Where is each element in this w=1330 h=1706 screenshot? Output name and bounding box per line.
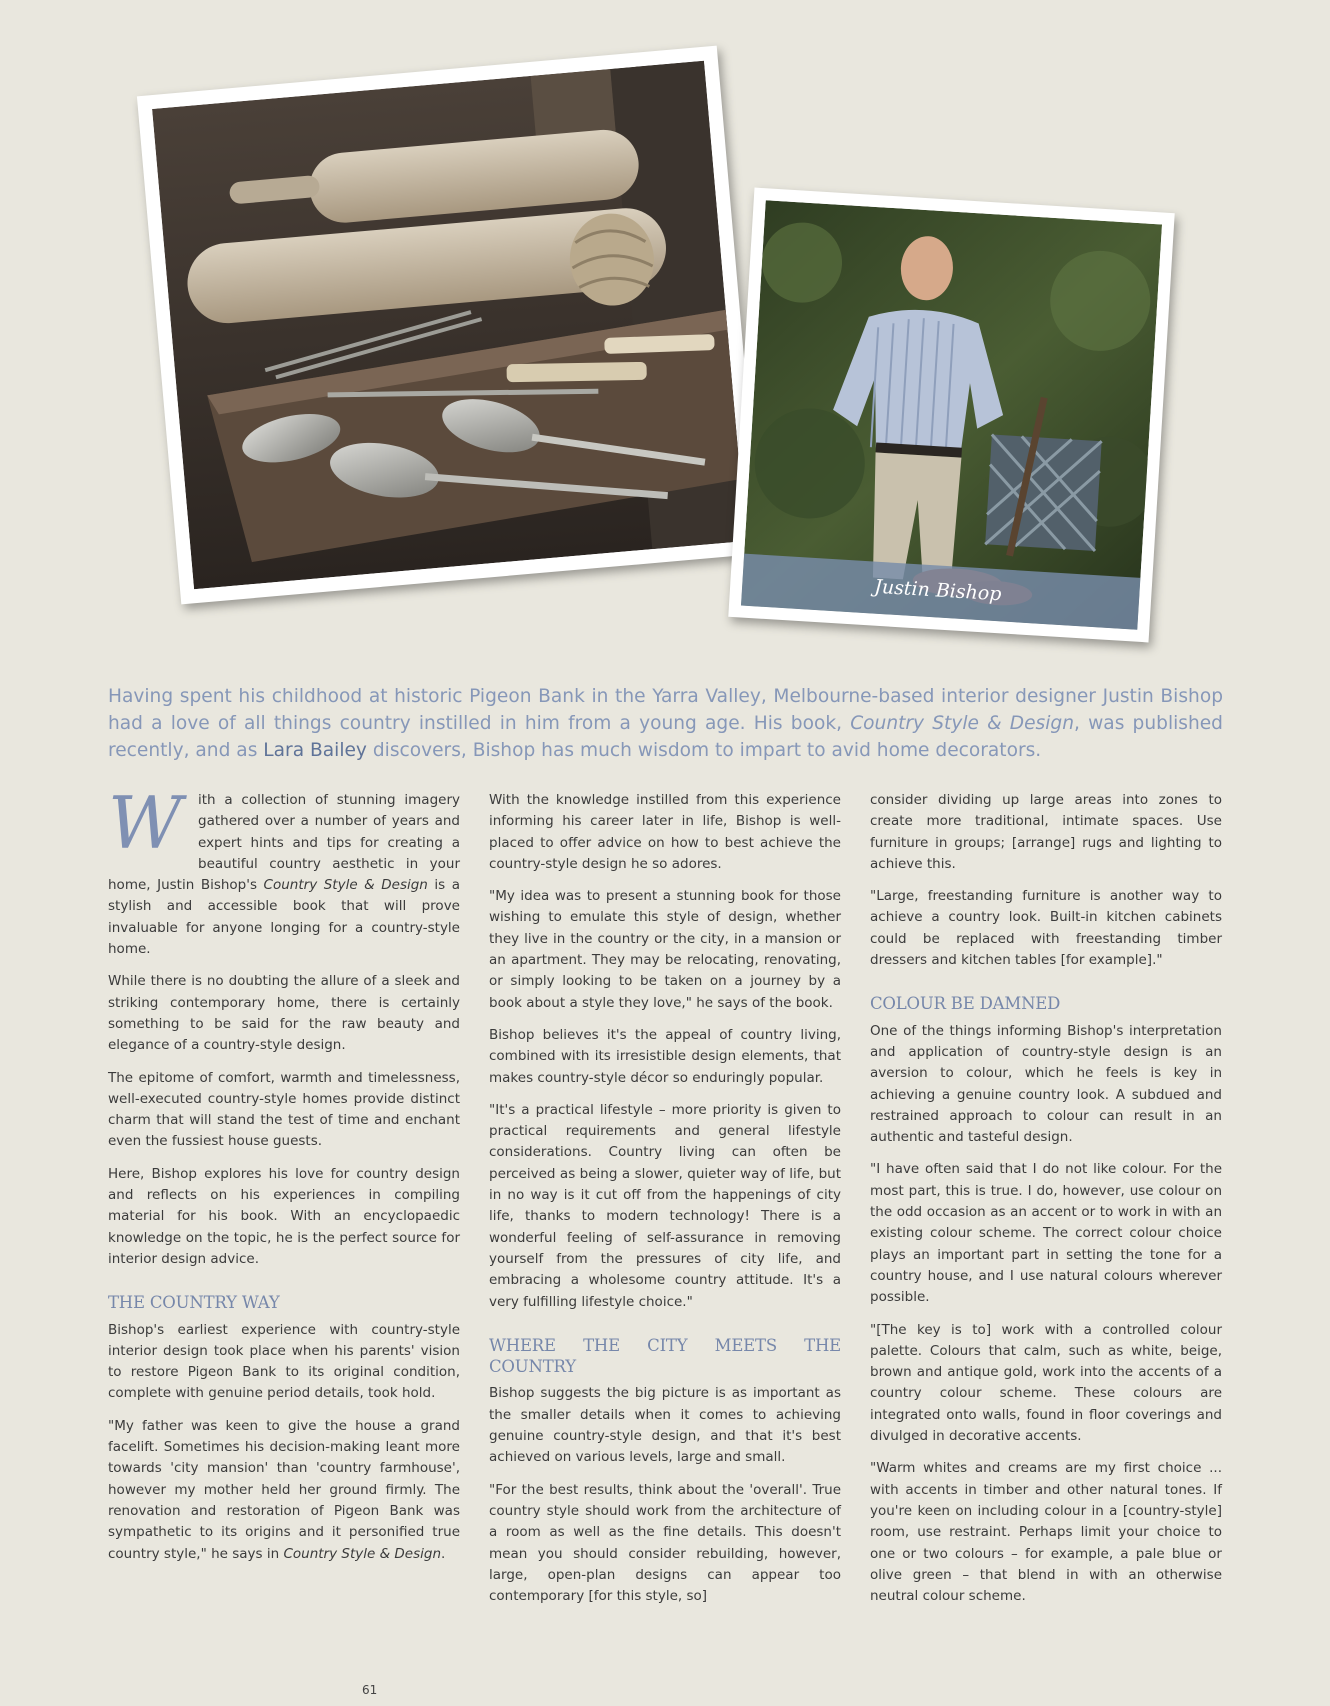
section-heading-colour: COLOUR BE DAMNED <box>870 994 1061 1014</box>
paragraph-text: is a stylish and accessible book that will prove invaluable for anyone longing for a country-style home. <box>108 877 460 958</box>
paragraph: With the knowledge instilled from this experience informing his career later in life, Bishop is well-placed to offer advice on how to best achieve the country-style design he so adores. <box>489 792 841 872</box>
dropcap-letter: W <box>108 788 183 858</box>
book-title: Country Style & Design <box>283 1545 442 1562</box>
paragraph-text: ith a collection of stunning imagery gathered over a number of years and expert hints and tips for creating a beautiful country aesthetic in your home, Justin Bishop's <box>108 792 460 894</box>
paragraph: "Warm whites and creams are my first choice ... with accents in timber and other natural tones. If you're keen on including colour in a [country-style] room, use restraint. Perhaps limit your choice to one or two colours – for example, a pale blue or olive green – that blend in with an otherwise neutral colour scheme. <box>870 1460 1222 1605</box>
paragraph: consider dividing up large areas into zones to create more traditional, intimate spaces. Use furniture in groups; [arrange] rugs and lighting to achieve this. <box>870 792 1222 872</box>
paragraph: While there is no doubting the allure of a sleek and striking contemporary home, there is certainly something to be said for the raw beauty and elegance of a country-style design. <box>108 973 460 1054</box>
paragraph: "[The key is to] work with a controlled colour palette. Colours that calm, such as white, beige, brown and antique gold, work into the accents of a country colour scheme. These colours are integrated onto walls, found in floor coverings and divulged in decorative accents. <box>870 1321 1222 1445</box>
dropcap-w-icon <box>106 788 194 858</box>
portrait-photo <box>728 188 1174 643</box>
paragraph: Here, Bishop explores his love for country design and reflects on his experiences in compiling material for his book. With an encyclopaedic knowledge on the topic, he is the perfect source for interior design advice. <box>108 1165 460 1267</box>
paragraph: "My idea was to present a stunning book for those wishing to emulate this style of design, whether they live in the country or the city, in a mansion or an apartment. They may be relocating, renovating, or simply looking to be taken on a journey by a book about a style they love," he says of the book. <box>489 888 841 1011</box>
paragraph: The epitome of comfort, warmth and timelessness, well-executed country-style homes provide distinct charm that will stand the test of time and enchant even the fussiest house guests. <box>108 1069 460 1150</box>
paragraph: One of the things informing Bishop's interpretation and application of country-style design is an aversion to colour, which he feels is key in achieving a genuine country look. A subdued and restrained approach to colour can result in an authentic and tasteful design. <box>870 1022 1222 1146</box>
photo-caption: Justin Bishop <box>741 554 1140 630</box>
section-heading-country-way: THE COUNTRY WAY <box>108 1293 280 1313</box>
paragraph-text: "My father was keen to give the house a grand facelift. Sometimes his decision-making leant more towards 'city mansion' than 'country farmhouse', however my mother held her ground firmly. The renovation and restoration of Pigeon Bank was sympathetic to its origins and it personified true country style," he says in <box>108 1417 460 1562</box>
article-column-1 <box>108 790 460 1576</box>
paragraph <box>108 1416 460 1565</box>
author-name: Lara Bailey <box>263 740 367 761</box>
paragraph: "For the best results, think about the 'overall'. True country style should work from the architecture of a room as well as the fine details. This doesn't mean you should consider rebuilding, however, large, open-plan designs can appear too contemporary [for this style, so] <box>489 1481 841 1605</box>
article-column-3 <box>870 790 1222 1618</box>
paragraph: "Large, freestanding furniture is another way to achieve a country look. Built-in kitchen cabinets could be replaced with freestanding timber dressers and kitchen tables [for example]." <box>870 888 1222 969</box>
standfirst-book-title: Country Style & Design <box>850 713 1074 734</box>
paragraph <box>108 790 460 960</box>
paragraph: Bishop's earliest experience with country-style interior design took place when his parents' vision to restore Pigeon Bank to its original condition, complete with genuine period details, took hold. <box>108 1321 460 1402</box>
utensils-photo-icon <box>152 61 746 589</box>
paragraph: "I have often said that I do not like colour. For the most part, this is true. I do, however, use colour on the odd occasion as an accent or to work in with an existing colour scheme. The correct colour choice plays an important part in setting the tone for a country house, and I use natural colours wherever possible. <box>870 1161 1222 1306</box>
standfirst <box>108 683 1223 764</box>
paragraph: Bishop suggests the big picture is as important as the smaller details when it comes to achieving genuine country-style design, and that it's best achieved on various levels, large and small. <box>489 1385 841 1466</box>
paragraph: "It's a practical lifestyle – more priority is given to practical requirements and general lifestyle considerations. Country living can often be perceived as being a slower, quieter way of life, but in no way is it cut off from the happenings of city life, thanks to modern technology! There is a wonderful feeling of self-assurance in removing yourself from the pressures of city life, and embracing a wholesome country attitude. It's a very fulfilling lifestyle choice." <box>489 1101 841 1310</box>
dropcap <box>106 788 194 858</box>
book-title: Country Style & Design <box>263 877 428 894</box>
standfirst-text: discovers, Bishop has much wisdom to impart to avid home decorators. <box>366 740 1042 761</box>
utensils-photo <box>137 46 761 605</box>
standfirst-text: Having spent his childhood at historic Pigeon Bank in the Yarra Valley, Melbourne-based interior designer Justin Bishop had a love of all things country instilled in him from a young age. His book, <box>108 686 1223 734</box>
standfirst-text: , was published recently, and as <box>108 713 1223 761</box>
section-heading-city-meets-country: WHERE THE CITY MEETS THE COUNTRY <box>489 1335 841 1377</box>
page-number: 61 <box>362 1683 378 1697</box>
article-column-2 <box>489 790 841 1618</box>
paragraph-text: . <box>441 1545 446 1562</box>
paragraph: Bishop believes it's the appeal of country living, combined with its irresistible design elements, that makes country-style décor so enduringly popular. <box>489 1026 841 1086</box>
